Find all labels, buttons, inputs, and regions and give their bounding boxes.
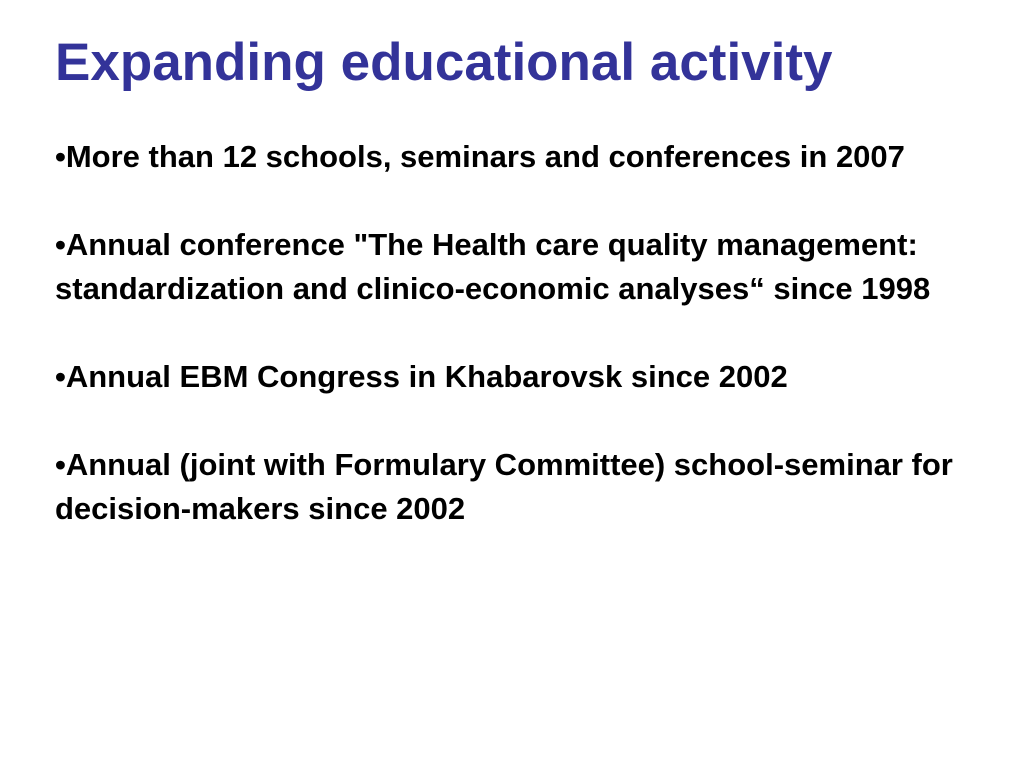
bullet-text: More than 12 schools, seminars and conferences in 2007 [65, 139, 905, 174]
bullet-item-school-seminar [55, 443, 990, 531]
bullet-marker: • [55, 139, 66, 174]
bullet-text: Annual EBM Congress in Khabarovsk since 2002 [65, 359, 788, 394]
bullet-text: Annual conference "The Health care quality management: standardization and clinico-economic analyses“ since 1998 [55, 227, 931, 306]
bullet-text: Annual (joint with Formulary Committee) school-seminar for decision-makers since 2002 [55, 447, 953, 526]
bullet-item-annual-conference [55, 223, 990, 311]
bullet-item-schools [55, 135, 990, 179]
slide-title: Expanding educational activity [55, 33, 833, 92]
bullet-list [55, 135, 990, 575]
bullet-item-ebm-congress [55, 355, 990, 399]
bullet-marker: • [55, 359, 66, 394]
bullet-marker: • [55, 227, 66, 262]
bullet-marker: • [55, 447, 66, 482]
